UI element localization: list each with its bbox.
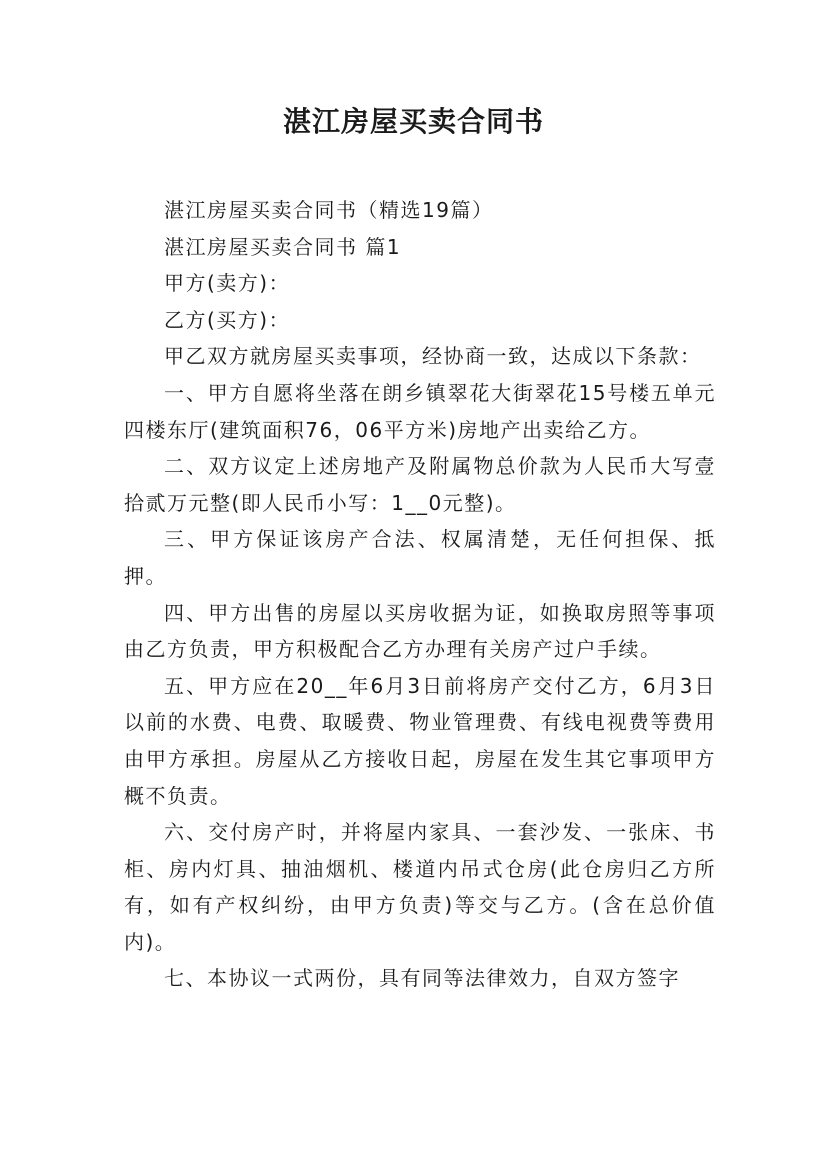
paragraph-clause-3: 三、甲方保证该房产合法、权属清楚，无任何担保、抵押。: [124, 527, 716, 588]
paragraph-preamble: 甲乙双方就房屋买卖事项，经协商一致，达成以下条款：: [164, 344, 702, 369]
document-title: 湛江房屋买卖合同书: [282, 105, 544, 138]
paragraph-clause-4: 四、甲方出售的房屋以买房收据为证，如换取房照等事项由乙方负责，甲方积极配合乙方办理有关房产过户手续。: [124, 600, 716, 662]
paragraph-clause-6: 六、交付房产时，并将屋内家具、一套沙发、一张床、书柜、房内灯具、抽油烟机、楼道内吊式仓房(此仓房归乙方所有，如有产权纠纷，由甲方负责)等交与乙方。(含在总价值内)。: [124, 820, 716, 954]
paragraph-heading-article: 湛江房屋买卖合同书 篇1: [164, 234, 402, 259]
paragraph-clause-7: 七、本协议一式两份，具有同等法律效力，自双方签字: [164, 966, 680, 991]
paragraph-party-b: 乙方(买方)：: [164, 307, 291, 332]
paragraph-clause-5: 五、甲方应在20__年6月3日前将房产交付乙方，6月3日以前的水费、电费、取暖费、物业管理费、有线电视费等费用由甲方承担。房屋从乙方接收日起，房屋在发生其它事项甲方概不负责。: [124, 673, 716, 808]
paragraph-clause-2: 二、双方议定上述房地产及附属物总价款为人民币大写壹拾贰万元整(即人民币小写：1__0元整)。: [124, 454, 716, 515]
document-body: [124, 192, 716, 997]
paragraph-heading-collection: 湛江房屋买卖合同书（精选19篇）: [164, 198, 494, 222]
paragraph-clause-1: 一、甲方自愿将坐落在朗乡镇翠花大街翠花15号楼五单元四楼东厅(建筑面积76，06平方米)房地产出卖给乙方。: [124, 380, 716, 442]
paragraph-party-a: 甲方(卖方)：: [164, 271, 291, 296]
